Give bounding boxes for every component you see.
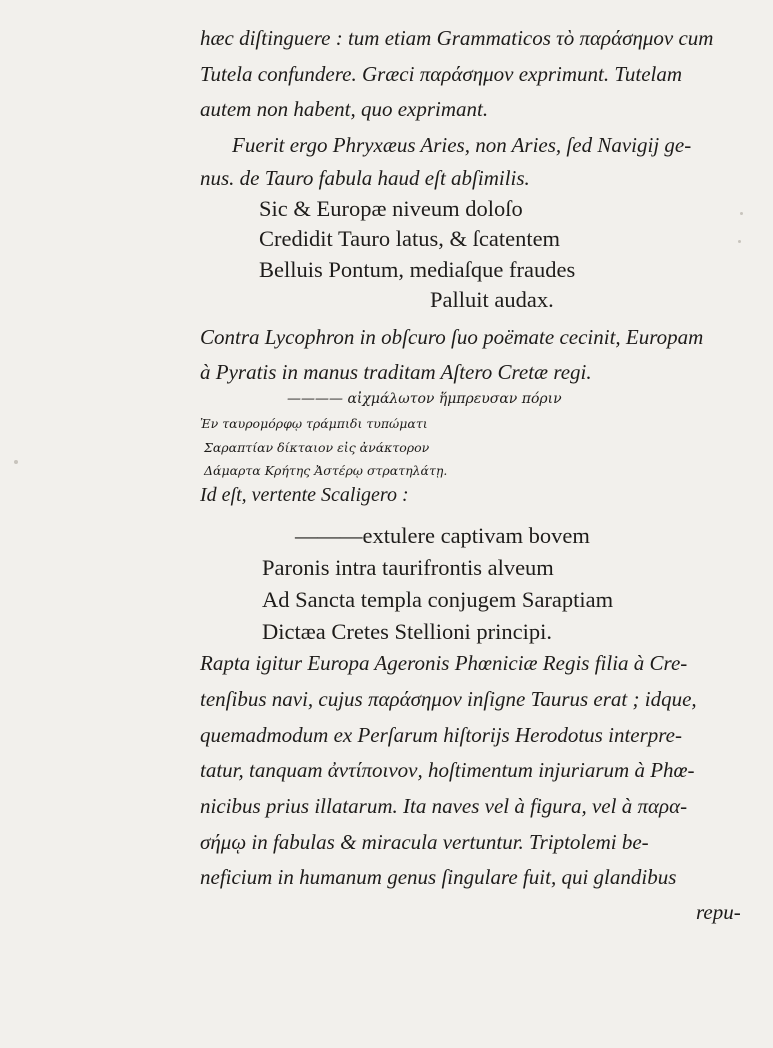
- text-line: Contra Lycophron in obſcuro ſuo poëmate cecinit, Europam: [200, 325, 704, 349]
- text-line: Fuerit ergo Phryxæus Aries, non Aries, ſed Navigij ge-: [232, 133, 692, 157]
- page-speck: [740, 212, 743, 215]
- verse-line: Dictæa Cretes Stellioni principi.: [262, 619, 552, 644]
- page-speck: [14, 460, 18, 464]
- greek-verse-line: Σαραπτίαν δίκταιον εἰς ἀνάκτορον: [204, 440, 430, 455]
- text-line: quemadmodum ex Perſarum hiſtorijs Herodotus interpre-: [200, 723, 682, 747]
- greek-verse-line: Ἐν ταυρομόρφῳ τράμπιδι τυπώματι: [200, 416, 428, 431]
- verse-line: Paronis intra taurifrontis alveum: [262, 555, 554, 580]
- verse-line: Credidit Tauro latus, & ſcatentem: [259, 226, 561, 251]
- catchword: repu-: [696, 900, 741, 924]
- text-line: Rapta igitur Europa Ageronis Phœniciæ Regis filia à Cre-: [200, 651, 688, 675]
- page-speck: [738, 240, 741, 243]
- verse-line: Sic & Europæ niveum doloſo: [259, 196, 523, 221]
- text-line: hæc diſtinguere : tum etiam Grammaticos τὸ παράσημον cum: [200, 26, 714, 50]
- text-line: tenſibus navi, cujus παράσημον inſigne Taurus erat ; idque,: [200, 687, 697, 711]
- text-line: Tutela confundere. Græci παράσημον exprimunt. Tutelam: [200, 62, 683, 86]
- text-line: autem non habent, quo exprimant.: [200, 97, 489, 121]
- verse-line: Palluit audax.: [430, 287, 554, 312]
- text-line: Id eſt, vertente Scaligero :: [200, 484, 409, 506]
- text-line: tatur, tanquam ἀντίποινον, hoſtimentum injuriarum à Phœ-: [200, 758, 695, 782]
- greek-verse-line: ———— αἰχμάλωτον ἥμπρευσαν πόριν: [287, 391, 562, 407]
- verse-line: Ad Sancta templa conjugem Saraptiam: [262, 587, 614, 612]
- greek-verse-line: Δάμαρτα Κρήτης Ἀστέρῳ στρατηλάτῃ.: [204, 463, 448, 478]
- text-line: σήμῳ in fabulas & miracula vertuntur. Triptolemi be-: [200, 830, 649, 854]
- verse-line: Belluis Pontum, mediaſque fraudes: [259, 257, 576, 282]
- text-line: nicibus prius illatarum. Ita naves vel à figura, vel à παρα-: [200, 794, 688, 818]
- verse-line: ———extulere captivam bovem: [295, 523, 590, 548]
- text-line: neficium in humanum genus ſingulare fuit, qui glandibus: [200, 865, 677, 889]
- text-line: à Pyratis in manus traditam Aſtero Cretæ regi.: [200, 360, 592, 384]
- text-line: nus. de Tauro fabula haud eſt abſimilis.: [200, 166, 530, 190]
